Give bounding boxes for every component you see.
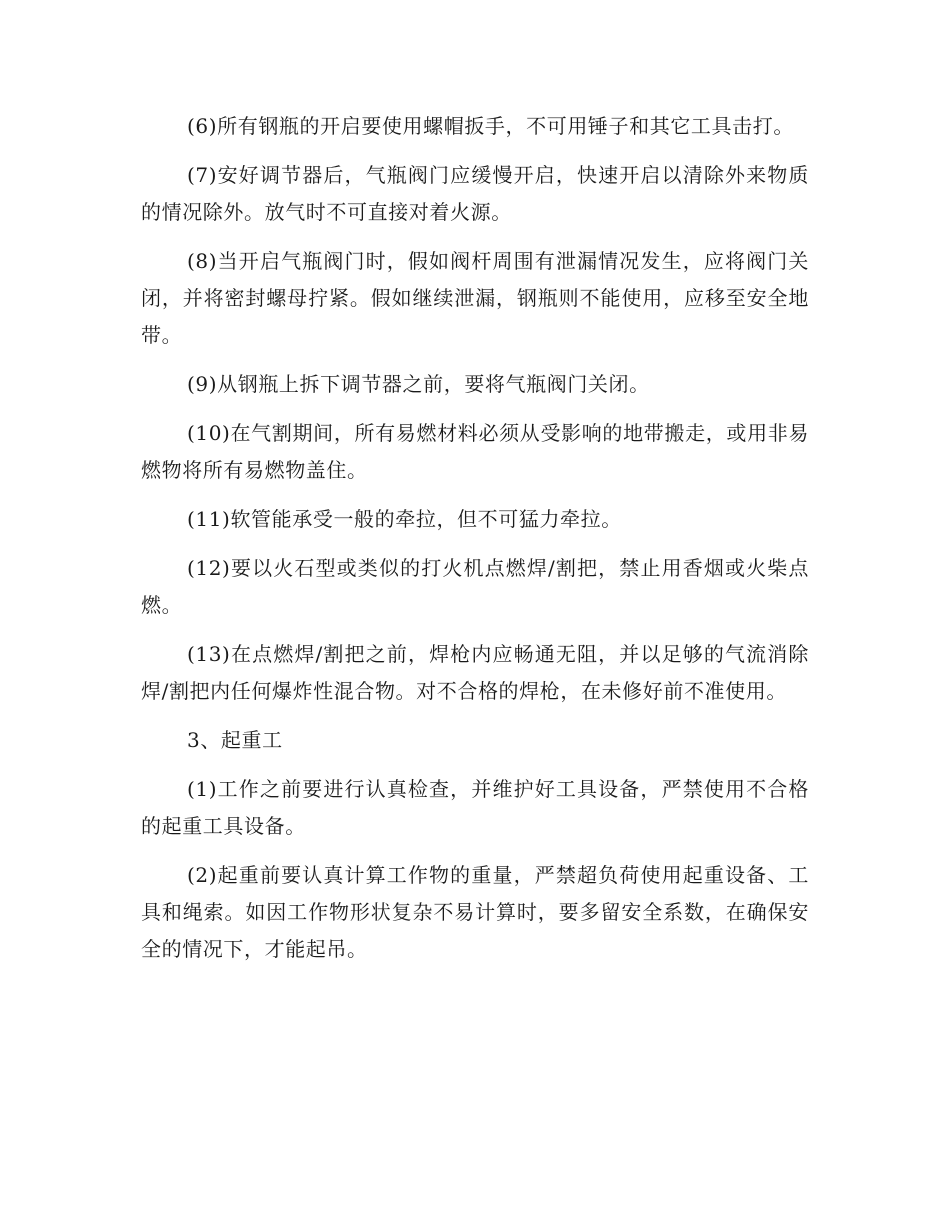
document-body <box>141 108 809 980</box>
paragraph-item-1: (1)工作之前要进行认真检查，并维护好工具设备，严禁使用不合格的起重工具设备。 <box>141 777 809 838</box>
paragraph-item-6: (6)所有钢瓶的开启要使用螺帽扳手，不可用锤子和其它工具击打。 <box>187 114 794 138</box>
paragraph-item-9: (9)从钢瓶上拆下调节器之前，要将气瓶阀门关闭。 <box>187 372 650 396</box>
paragraph-item-2: (2)起重前要认真计算工作物的重量，严禁超负荷使用起重设备、工具和绳索。如因工作物形状复杂不易计算时，要多留安全系数，在确保安全的情况下，才能起吊。 <box>141 863 809 961</box>
paragraph-item-10: (10)在气割期间，所有易燃材料必须从受影响的地带搬走，或用非易燃物将所有易燃物盖住。 <box>141 421 809 482</box>
paragraph-item-7: (7)安好调节器后，气瓶阀门应缓慢开启，快速开启以清除外来物质的情况除外。放气时不可直接对着火源。 <box>141 163 809 224</box>
paragraph-item-13: (13)在点燃焊/割把之前，焊枪内应畅通无阻，并以足够的气流消除焊/割把内任何爆炸性混合物。对不合格的焊枪，在未修好前不准使用。 <box>141 642 809 703</box>
paragraph-item-8: (8)当开启气瓶阀门时，假如阀杆周围有泄漏情况发生，应将阀门关闭，并将密封螺母拧紧。假如继续泄漏，钢瓶则不能使用，应移至安全地带。 <box>141 249 809 347</box>
paragraph-item-12: (12)要以火石型或类似的打火机点燃焊/割把，禁止用香烟或火柴点燃。 <box>141 556 809 617</box>
paragraph-item-11: (11)软管能承受一般的牵拉，但不可猛力牵拉。 <box>187 507 622 531</box>
section-heading: 3、起重工 <box>187 728 283 752</box>
